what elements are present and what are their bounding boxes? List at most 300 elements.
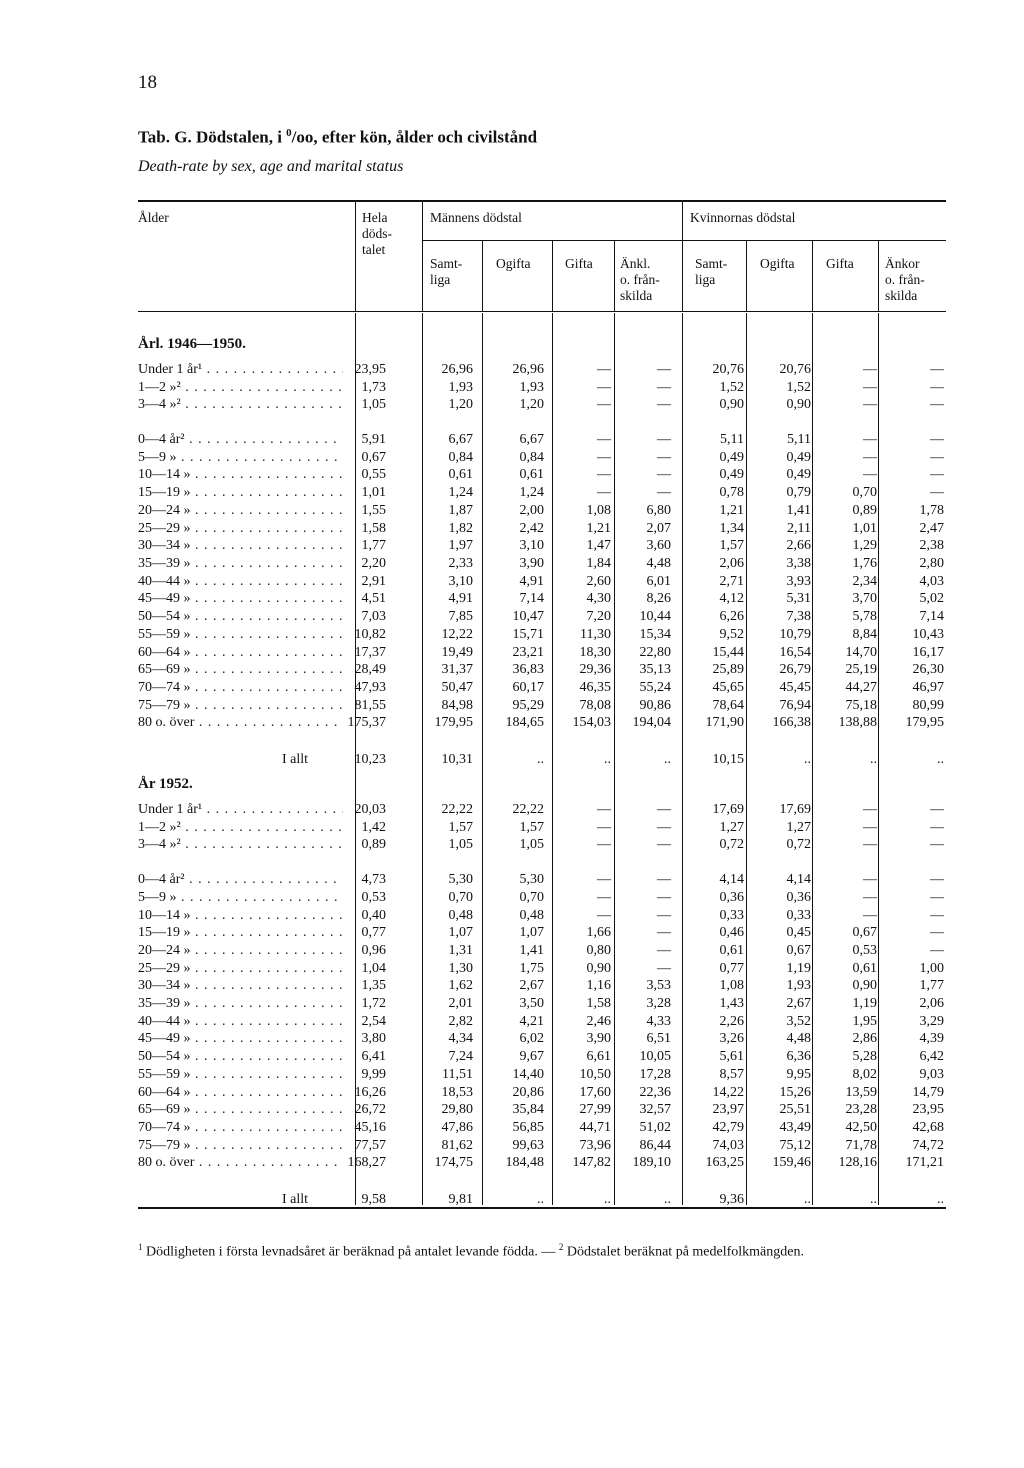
header-vline bbox=[746, 240, 747, 312]
cell-value: 5,30 bbox=[448, 872, 473, 887]
cell-value: 5,91 bbox=[361, 432, 386, 447]
cell-value: 1,52 bbox=[786, 380, 811, 395]
cell-value: 23,97 bbox=[712, 1102, 744, 1117]
cell-value: 1,31 bbox=[448, 943, 473, 958]
cell-value: 0,90 bbox=[586, 961, 611, 976]
cell-value: 0,90 bbox=[852, 978, 877, 993]
cell-value: 1,43 bbox=[719, 996, 744, 1011]
cell-value: — bbox=[657, 380, 671, 395]
cell-value: — bbox=[657, 485, 671, 500]
cell-value: 8,02 bbox=[852, 1067, 877, 1082]
cell-value: 1,57 bbox=[719, 538, 744, 553]
cell-value: 4,21 bbox=[519, 1014, 544, 1029]
cell-value: 1,55 bbox=[361, 503, 386, 518]
cell-value: 75,12 bbox=[779, 1138, 811, 1153]
cell-value: 147,82 bbox=[572, 1155, 611, 1170]
cell-value: 14,22 bbox=[712, 1085, 744, 1100]
cell-value: 1,19 bbox=[852, 996, 877, 1011]
footnote-marker-1: 1 bbox=[138, 1242, 143, 1252]
cell-value: 0,70 bbox=[852, 485, 877, 500]
row-label: 50—54 » . . . bbox=[138, 1049, 343, 1065]
cell-value: 2,80 bbox=[919, 556, 944, 571]
row-label: 40—44 » . . . bbox=[138, 574, 343, 590]
cell-value: — bbox=[657, 467, 671, 482]
table-row bbox=[0, 698, 1024, 714]
cell-value: 171,90 bbox=[705, 715, 744, 730]
cell-value: — bbox=[657, 908, 671, 923]
cell-value: 10,50 bbox=[579, 1067, 611, 1082]
cell-value: 86,44 bbox=[639, 1138, 671, 1153]
cell-value: — bbox=[863, 432, 877, 447]
cell-value: 1,72 bbox=[361, 996, 386, 1011]
cell-value: 7,85 bbox=[448, 609, 473, 624]
total-value: .. bbox=[804, 752, 811, 767]
cell-value: 4,51 bbox=[361, 591, 386, 606]
cell-value: — bbox=[657, 943, 671, 958]
cell-value: 35,84 bbox=[512, 1102, 544, 1117]
cell-value: 2,42 bbox=[519, 521, 544, 536]
cell-value: 168,27 bbox=[347, 1155, 386, 1170]
cell-value: 36,83 bbox=[512, 662, 544, 677]
header-m-samtliga: Samt- liga bbox=[430, 256, 463, 287]
cell-value: 76,94 bbox=[779, 698, 811, 713]
footnote bbox=[138, 1237, 948, 1263]
cell-value: 1,24 bbox=[448, 485, 473, 500]
cell-value: 19,49 bbox=[441, 645, 473, 660]
cell-value: 0,49 bbox=[719, 467, 744, 482]
cell-value: 78,08 bbox=[579, 698, 611, 713]
cell-value: 77,57 bbox=[354, 1138, 386, 1153]
cell-value: 1,62 bbox=[448, 978, 473, 993]
table-row bbox=[0, 890, 1024, 906]
header-bottom-rule bbox=[138, 311, 946, 312]
cell-value: — bbox=[930, 432, 944, 447]
cell-value: 1,95 bbox=[852, 1014, 877, 1029]
cell-value: 23,95 bbox=[354, 362, 386, 377]
cell-value: 1,76 bbox=[852, 556, 877, 571]
table-row bbox=[0, 925, 1024, 941]
cell-value: — bbox=[657, 432, 671, 447]
cell-value: 163,25 bbox=[705, 1155, 744, 1170]
cell-value: 1,24 bbox=[519, 485, 544, 500]
cell-value: — bbox=[930, 450, 944, 465]
cell-value: 0,96 bbox=[361, 943, 386, 958]
cell-value: 5,78 bbox=[852, 609, 877, 624]
cell-value: 7,14 bbox=[919, 609, 944, 624]
cell-value: 175,37 bbox=[347, 715, 386, 730]
cell-value: 1,42 bbox=[361, 820, 386, 835]
cell-value: 2,11 bbox=[787, 521, 811, 536]
cell-value: — bbox=[930, 925, 944, 940]
cell-value: 20,03 bbox=[354, 802, 386, 817]
cell-value: 51,02 bbox=[639, 1120, 671, 1135]
footnote-marker-2: 2 bbox=[558, 1242, 564, 1252]
cell-value: 47,93 bbox=[354, 680, 386, 695]
cell-value: 2,06 bbox=[719, 556, 744, 571]
cell-value: 74,03 bbox=[712, 1138, 744, 1153]
cell-value: 5,11 bbox=[787, 432, 811, 447]
cell-value: 1,47 bbox=[586, 538, 611, 553]
cell-value: 45,65 bbox=[712, 680, 744, 695]
cell-value: 1,97 bbox=[448, 538, 473, 553]
cell-value: 26,96 bbox=[441, 362, 473, 377]
cell-value: 90,86 bbox=[639, 698, 671, 713]
cell-value: 2,86 bbox=[852, 1031, 877, 1046]
total-value: .. bbox=[537, 752, 544, 767]
cell-value: 27,99 bbox=[579, 1102, 611, 1117]
row-label: 30—34 » . . . bbox=[138, 538, 343, 554]
cell-value: 23,95 bbox=[912, 1102, 944, 1117]
cell-value: 1,05 bbox=[448, 837, 473, 852]
cell-value: 1,27 bbox=[786, 820, 811, 835]
cell-value: 26,30 bbox=[912, 662, 944, 677]
cell-value: 15,34 bbox=[639, 627, 671, 642]
cell-value: 3,28 bbox=[646, 996, 671, 1011]
table-row bbox=[0, 1049, 1024, 1065]
cell-value: 14,79 bbox=[912, 1085, 944, 1100]
table-row bbox=[0, 943, 1024, 959]
cell-value: 0,77 bbox=[361, 925, 386, 940]
cell-value: — bbox=[657, 872, 671, 887]
cell-value: 189,10 bbox=[632, 1155, 671, 1170]
cell-value: 44,27 bbox=[845, 680, 877, 695]
cell-value: 1,21 bbox=[586, 521, 611, 536]
cell-value: — bbox=[863, 837, 877, 852]
cell-value: 0,89 bbox=[361, 837, 386, 852]
cell-value: 22,80 bbox=[639, 645, 671, 660]
cell-value: — bbox=[657, 820, 671, 835]
cell-value: 2,82 bbox=[448, 1014, 473, 1029]
cell-value: 3,90 bbox=[586, 1031, 611, 1046]
row-label: 60—64 » . . . bbox=[138, 1085, 343, 1101]
cell-value: — bbox=[657, 925, 671, 940]
header-m-ogifta: Ogifta bbox=[496, 256, 531, 271]
cell-value: 4,48 bbox=[786, 1031, 811, 1046]
table-row bbox=[0, 1138, 1024, 1154]
cell-value: 3,53 bbox=[646, 978, 671, 993]
cell-value: — bbox=[863, 872, 877, 887]
row-label: Under 1 år¹ . . . bbox=[138, 362, 343, 378]
cell-value: 18,30 bbox=[579, 645, 611, 660]
cell-value: 14,40 bbox=[512, 1067, 544, 1082]
cell-value: 3,29 bbox=[919, 1014, 944, 1029]
cell-value: — bbox=[597, 450, 611, 465]
cell-value: 0,72 bbox=[719, 837, 744, 852]
cell-value: 0,78 bbox=[719, 485, 744, 500]
table-row bbox=[0, 837, 1024, 853]
cell-value: 81,55 bbox=[354, 698, 386, 713]
cell-value: 42,79 bbox=[712, 1120, 744, 1135]
cell-value: 1,01 bbox=[361, 485, 386, 500]
cell-value: 11,30 bbox=[580, 627, 611, 642]
cell-value: 128,16 bbox=[838, 1155, 877, 1170]
total-value: 9,36 bbox=[719, 1192, 744, 1207]
total-value: .. bbox=[870, 752, 877, 767]
cell-value: 1,08 bbox=[719, 978, 744, 993]
table-row bbox=[0, 1120, 1024, 1136]
cell-value: 8,84 bbox=[852, 627, 877, 642]
row-label: 40—44 » . . . bbox=[138, 1014, 343, 1030]
cell-value: 23,21 bbox=[512, 645, 544, 660]
cell-value: 1,58 bbox=[361, 521, 386, 536]
cell-value: 23,28 bbox=[845, 1102, 877, 1117]
cell-value: 6,61 bbox=[586, 1049, 611, 1064]
cell-value: 0,49 bbox=[719, 450, 744, 465]
cell-value: 1,08 bbox=[586, 503, 611, 518]
cell-value: 2,20 bbox=[361, 556, 386, 571]
table-row bbox=[0, 1014, 1024, 1030]
cell-value: 3,10 bbox=[448, 574, 473, 589]
cell-value: 12,22 bbox=[441, 627, 473, 642]
row-label: 75—79 » . . . bbox=[138, 1138, 343, 1154]
cell-value: 0,36 bbox=[719, 890, 744, 905]
cell-value: 1,57 bbox=[448, 820, 473, 835]
cell-value: 4,91 bbox=[448, 591, 473, 606]
table-row bbox=[0, 996, 1024, 1012]
table-row bbox=[0, 1067, 1024, 1083]
cell-value: — bbox=[930, 380, 944, 395]
cell-value: 0,61 bbox=[448, 467, 473, 482]
cell-value: 7,38 bbox=[786, 609, 811, 624]
cell-value: 7,20 bbox=[586, 609, 611, 624]
cell-value: — bbox=[863, 397, 877, 412]
cell-value: 2,26 bbox=[719, 1014, 744, 1029]
cell-value: 1,57 bbox=[519, 820, 544, 835]
cell-value: 0,77 bbox=[719, 961, 744, 976]
cell-value: 0,49 bbox=[786, 467, 811, 482]
table-row bbox=[0, 432, 1024, 448]
cell-value: 3,38 bbox=[786, 556, 811, 571]
cell-value: 14,70 bbox=[845, 645, 877, 660]
cell-value: 2,54 bbox=[361, 1014, 386, 1029]
cell-value: 1,07 bbox=[448, 925, 473, 940]
row-label: 80 o. över . . . bbox=[138, 715, 343, 731]
cell-value: 1,75 bbox=[519, 961, 544, 976]
table-row bbox=[0, 503, 1024, 519]
cell-value: 2,67 bbox=[786, 996, 811, 1011]
cell-value: 0,53 bbox=[852, 943, 877, 958]
row-label: 45—49 » . . . bbox=[138, 1031, 343, 1047]
cell-value: 138,88 bbox=[838, 715, 877, 730]
header-k-samtliga: Samt- liga bbox=[695, 256, 728, 287]
cell-value: 9,95 bbox=[786, 1067, 811, 1082]
table-row bbox=[0, 1155, 1024, 1171]
cell-value: 3,93 bbox=[786, 574, 811, 589]
total-value: .. bbox=[937, 1192, 944, 1207]
cell-value: 3,80 bbox=[361, 1031, 386, 1046]
cell-value: 1,77 bbox=[361, 538, 386, 553]
table-row bbox=[0, 627, 1024, 643]
row-label: 15—19 » . . . bbox=[138, 925, 343, 941]
cell-value: 55,24 bbox=[639, 680, 671, 695]
cell-value: 28,49 bbox=[354, 662, 386, 677]
cell-value: 6,80 bbox=[646, 503, 671, 518]
table-row bbox=[0, 538, 1024, 554]
table-row bbox=[0, 820, 1024, 836]
cell-value: 6,01 bbox=[646, 574, 671, 589]
cell-value: 1,35 bbox=[361, 978, 386, 993]
cell-value: 26,72 bbox=[354, 1102, 386, 1117]
total-row bbox=[0, 1192, 1024, 1208]
cell-value: 22,22 bbox=[441, 802, 473, 817]
cell-value: 3,26 bbox=[719, 1031, 744, 1046]
cell-value: 56,85 bbox=[512, 1120, 544, 1135]
total-value: .. bbox=[604, 752, 611, 767]
cell-value: 6,67 bbox=[519, 432, 544, 447]
table-row bbox=[0, 662, 1024, 678]
cell-value: 2,60 bbox=[586, 574, 611, 589]
cell-value: 0,67 bbox=[852, 925, 877, 940]
cell-value: 2,91 bbox=[361, 574, 386, 589]
cell-value: 44,71 bbox=[579, 1120, 611, 1135]
cell-value: 8,26 bbox=[646, 591, 671, 606]
cell-value: 42,68 bbox=[912, 1120, 944, 1135]
table-row bbox=[0, 872, 1024, 888]
cell-value: 3,70 bbox=[852, 591, 877, 606]
title-sv-sup: 0 bbox=[286, 127, 292, 139]
cell-value: 2,66 bbox=[786, 538, 811, 553]
header-vline bbox=[812, 240, 813, 312]
cell-value: 20,76 bbox=[779, 362, 811, 377]
cell-value: 0,33 bbox=[719, 908, 744, 923]
cell-value: 1,20 bbox=[519, 397, 544, 412]
cell-value: 16,26 bbox=[354, 1085, 386, 1100]
cell-value: 1,34 bbox=[719, 521, 744, 536]
header-vline bbox=[422, 202, 423, 312]
cell-value: 0,48 bbox=[519, 908, 544, 923]
cell-value: 1,20 bbox=[448, 397, 473, 412]
cell-value: 166,38 bbox=[772, 715, 811, 730]
cell-value: 1,58 bbox=[586, 996, 611, 1011]
cell-value: 1,30 bbox=[448, 961, 473, 976]
cell-value: 7,14 bbox=[519, 591, 544, 606]
row-label: 50—54 » . . . bbox=[138, 609, 343, 625]
cell-value: 20,86 bbox=[512, 1085, 544, 1100]
total-value: 9,58 bbox=[361, 1192, 386, 1207]
cell-value: 6,41 bbox=[361, 1049, 386, 1064]
cell-value: 1,84 bbox=[586, 556, 611, 571]
cell-value: — bbox=[863, 362, 877, 377]
cell-value: 1,27 bbox=[719, 820, 744, 835]
cell-value: 1,41 bbox=[786, 503, 811, 518]
cell-value: 0,72 bbox=[786, 837, 811, 852]
cell-value: — bbox=[597, 362, 611, 377]
footnote-text-2: Dödstalet beräknat på medelfolkmängden. bbox=[563, 1244, 804, 1260]
cell-value: — bbox=[657, 890, 671, 905]
table-row bbox=[0, 908, 1024, 924]
row-label: 5—9 » . . . bbox=[138, 890, 343, 906]
cell-value: 5,61 bbox=[719, 1049, 744, 1064]
row-label: 35—39 » . . . bbox=[138, 556, 343, 572]
cell-value: 17,69 bbox=[779, 802, 811, 817]
row-label: 10—14 » . . . bbox=[138, 908, 343, 924]
cell-value: 99,63 bbox=[512, 1138, 544, 1153]
cell-value: 22,36 bbox=[639, 1085, 671, 1100]
table-row bbox=[0, 609, 1024, 625]
table-row bbox=[0, 715, 1024, 731]
row-label: 80 o. över . . . bbox=[138, 1155, 343, 1171]
cell-value: 0,70 bbox=[519, 890, 544, 905]
cell-value: 3,10 bbox=[519, 538, 544, 553]
cell-value: 78,64 bbox=[712, 698, 744, 713]
table-row bbox=[0, 961, 1024, 977]
cell-value: 2,71 bbox=[719, 574, 744, 589]
row-label: 65—69 » . . . bbox=[138, 1102, 343, 1118]
table-row bbox=[0, 978, 1024, 994]
row-label: 70—74 » . . . bbox=[138, 1120, 343, 1136]
cell-value: 74,72 bbox=[912, 1138, 944, 1153]
cell-value: 2,67 bbox=[519, 978, 544, 993]
total-value: .. bbox=[664, 752, 671, 767]
cell-value: 179,95 bbox=[434, 715, 473, 730]
table-row bbox=[0, 467, 1024, 483]
cell-value: 2,00 bbox=[519, 503, 544, 518]
header-vline bbox=[552, 240, 553, 312]
cell-value: 0,67 bbox=[786, 943, 811, 958]
cell-value: 1,66 bbox=[586, 925, 611, 940]
cell-value: 43,49 bbox=[779, 1120, 811, 1135]
cell-value: 3,90 bbox=[519, 556, 544, 571]
cell-value: 47,86 bbox=[441, 1120, 473, 1135]
page-number: 18 bbox=[138, 72, 157, 93]
cell-value: 25,19 bbox=[845, 662, 877, 677]
cell-value: 2,46 bbox=[586, 1014, 611, 1029]
cell-value: 2,34 bbox=[852, 574, 877, 589]
cell-value: 5,31 bbox=[786, 591, 811, 606]
cell-value: 1,07 bbox=[519, 925, 544, 940]
row-label: 10—14 » . . . bbox=[138, 467, 343, 483]
cell-value: 1,29 bbox=[852, 538, 877, 553]
cell-value: 73,96 bbox=[579, 1138, 611, 1153]
cell-value: 4,48 bbox=[646, 556, 671, 571]
total-value: .. bbox=[664, 1192, 671, 1207]
cell-value: 10,79 bbox=[779, 627, 811, 642]
table-row bbox=[0, 450, 1024, 466]
cell-value: 5,11 bbox=[720, 432, 744, 447]
row-label: Under 1 år¹ . . . bbox=[138, 802, 343, 818]
cell-value: 4,14 bbox=[719, 872, 744, 887]
cell-value: 11,51 bbox=[442, 1067, 473, 1082]
cell-value: 10,47 bbox=[512, 609, 544, 624]
header-vline bbox=[355, 202, 356, 312]
cell-value: — bbox=[597, 485, 611, 500]
cell-value: — bbox=[863, 380, 877, 395]
cell-value: — bbox=[930, 943, 944, 958]
cell-value: 7,24 bbox=[448, 1049, 473, 1064]
title-sv-post: /oo, efter kön, ålder och civilstånd bbox=[291, 127, 538, 147]
cell-value: 15,26 bbox=[779, 1085, 811, 1100]
cell-value: 0,84 bbox=[519, 450, 544, 465]
cell-value: 46,35 bbox=[579, 680, 611, 695]
row-label: 25—29 » . . . bbox=[138, 961, 343, 977]
total-label: I allt bbox=[282, 1192, 309, 1207]
cell-value: — bbox=[657, 450, 671, 465]
cell-value: 42,50 bbox=[845, 1120, 877, 1135]
table-row bbox=[0, 802, 1024, 818]
cell-value: — bbox=[863, 908, 877, 923]
cell-value: 15,44 bbox=[712, 645, 744, 660]
table-row bbox=[0, 1031, 1024, 1047]
table-row bbox=[0, 397, 1024, 413]
cell-value: 1,93 bbox=[786, 978, 811, 993]
cell-value: 0,90 bbox=[719, 397, 744, 412]
cell-value: — bbox=[863, 890, 877, 905]
cell-value: 4,03 bbox=[919, 574, 944, 589]
total-value: .. bbox=[804, 1192, 811, 1207]
cell-value: 10,44 bbox=[639, 609, 671, 624]
cell-value: 1,05 bbox=[361, 397, 386, 412]
cell-value: — bbox=[930, 362, 944, 377]
